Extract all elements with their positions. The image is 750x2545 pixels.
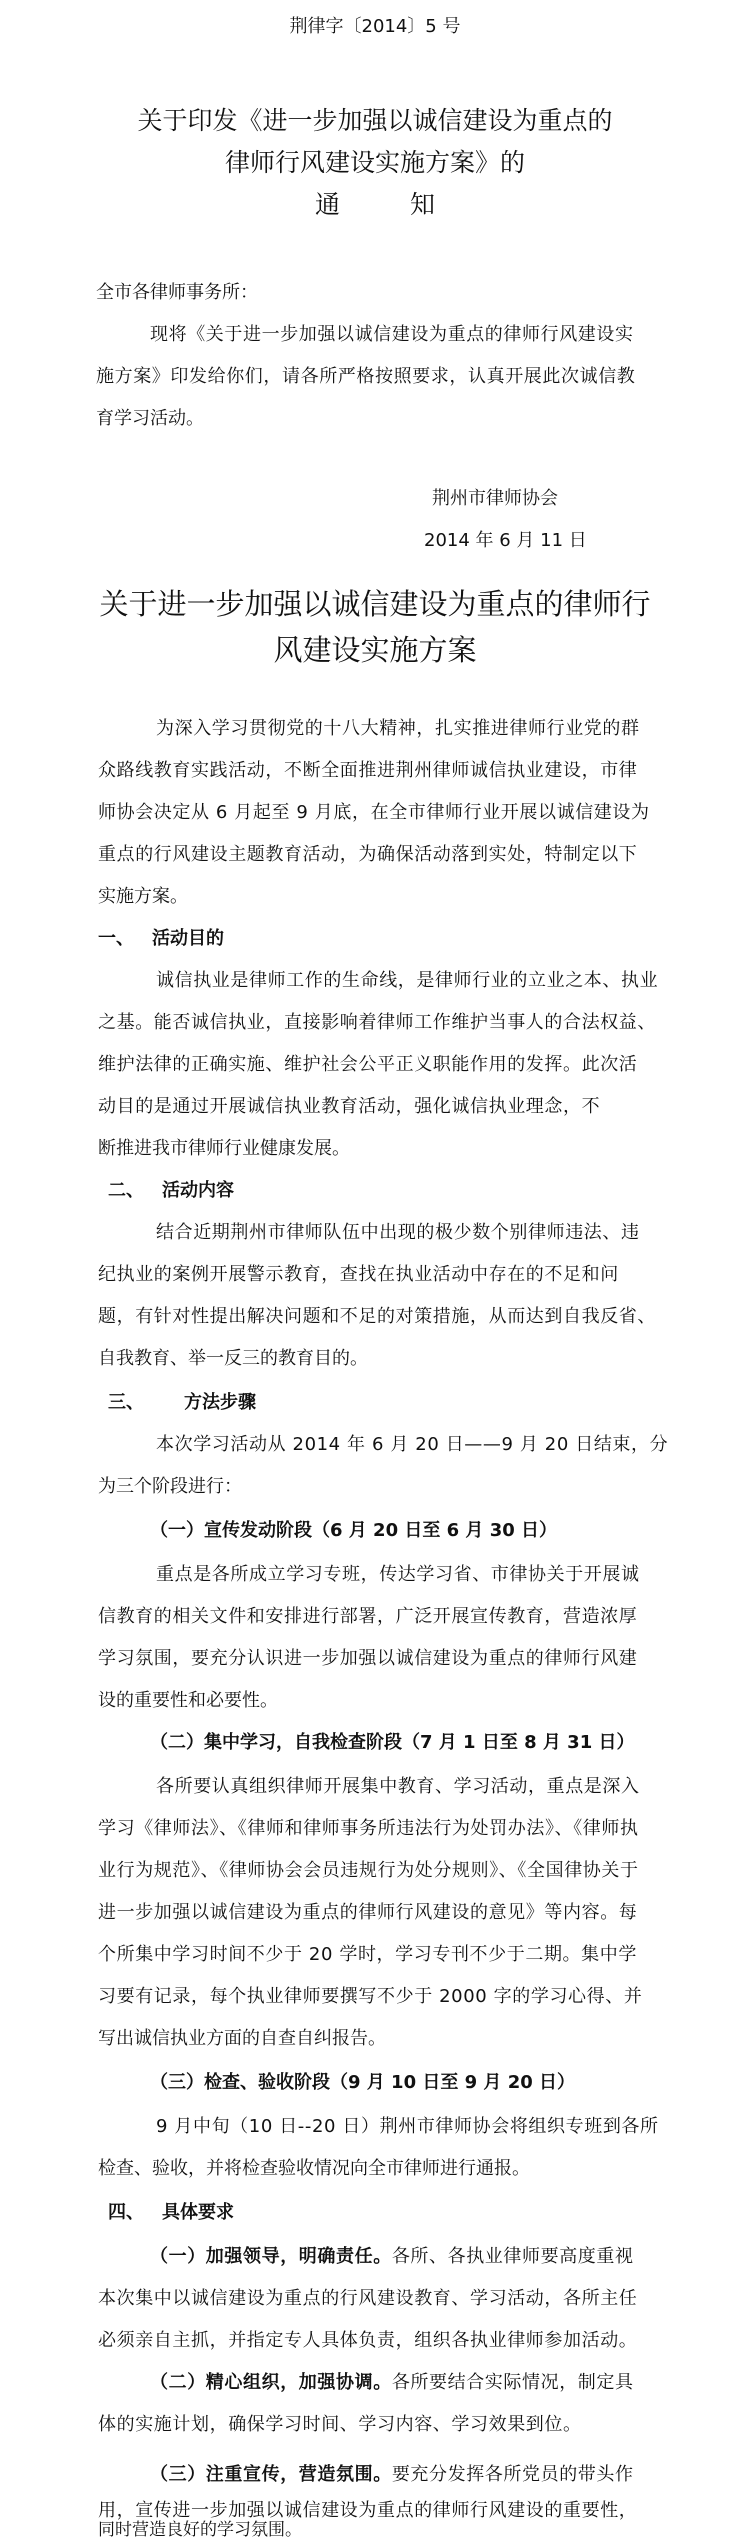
section-title: 活动目的	[152, 928, 224, 949]
requirement-1-line: 必须亲自主抓，并指定专人具体负责，组织各执业律师参加活动。	[98, 2330, 638, 2351]
notice-title-line-3	[0, 186, 750, 224]
requirement-1-heading: （一）加强领导，明确责任。	[150, 2246, 392, 2267]
notice-title-line-1: 关于印发《进一步加强以诚信建设为重点的	[137, 106, 613, 135]
phase-2-line: 写出诚信执业方面的自查自纠报告。	[98, 2028, 386, 2049]
phase-2-line: 习要有记录，每个执业律师要撰写不少于 2000 字的学习心得、并	[98, 1986, 643, 2007]
notice-issuer: 荆州市律师协会	[432, 488, 558, 509]
phase-2-title: （二）集中学习，自我检查阶段（7 月 1 日至 8 月 31 日）	[150, 1732, 635, 1753]
phase-1-line: 重点是各所成立学习专班，传达学习省、市律协关于开展诚	[156, 1564, 640, 1585]
section-2-line: 自我教育、举一反三的教育目的。	[98, 1348, 368, 1369]
plan-intro-line: 实施方案。	[98, 886, 188, 907]
plan-intro-line: 众路线教育实践活动，不断全面推进荆州律师诚信执业建设，市律	[98, 760, 638, 781]
section-title: 具体要求	[162, 2202, 234, 2223]
plan-intro-line: 为深入学习贯彻党的十八大精神，扎实推进律师行业党的群	[156, 718, 640, 739]
phase-2-line: 业行为规范》、《律师协会会员违规行为处分规则》、《全国律协关于	[98, 1860, 639, 1881]
requirement-1-first-line	[150, 2244, 634, 2270]
requirement-3-line: 同时营造良好的学习氛围。	[98, 2520, 302, 2540]
section-1-line: 之基。能否诚信执业，直接影响着律师工作维护当事人的合法权益、	[98, 1012, 656, 1033]
section-3-heading	[108, 1390, 256, 1416]
phase-1-line: 学习氛围，要充分认识进一步加强以诚信建设为重点的律师行风建	[98, 1648, 638, 1669]
section-2-heading	[108, 1178, 234, 1204]
section-number: 四、	[108, 2202, 144, 2223]
phase-3-line: 检查、验收，并将检查验收情况向全市律师进行通报。	[98, 2158, 530, 2179]
section-number: 一、	[98, 928, 134, 949]
requirement-3-heading: （三）注重宣传，营造氛围。	[150, 2464, 392, 2485]
notice-title-char-b: 知	[410, 190, 436, 219]
section-1-heading	[98, 926, 224, 952]
requirement-2-first-line	[150, 2370, 634, 2396]
plan-title-line-1: 关于进一步加强以诚信建设为重点的律师行	[99, 587, 651, 621]
phase-3-line: 9 月中旬（10 日--20 日）荆州市律师协会将组织专班到各所	[156, 2116, 659, 2137]
section-2-line: 题，有针对性提出解决问题和不足的对策措施，从而达到自我反省、	[98, 1306, 656, 1327]
phase-1-line: 信教育的相关文件和安排进行部署，广泛开展宣传教育，营造浓厚	[98, 1606, 638, 1627]
section-title: 活动内容	[162, 1180, 234, 1201]
plan-title-line-2: 风建设实施方案	[273, 633, 477, 667]
requirement-3-text: 要充分发挥各所党员的带头作	[391, 2464, 634, 2485]
phase-2-line: 个所集中学习时间不少于 20 学时，学习专刊不少于二期。集中学	[98, 1944, 637, 1965]
plan-intro-line: 师协会决定从 6 月起至 9 月底，在全市律师行业开展以诚信建设为	[98, 802, 650, 823]
plan-intro-line: 重点的行风建设主题教育活动，为确保活动落到实处，特制定以下	[98, 844, 638, 865]
section-number: 二、	[108, 1180, 144, 1201]
notice-date: 2014 年 6 月 11 日	[424, 530, 587, 551]
section-1-line: 动目的是通过开展诚信执业教育活动，强化诚信执业理念，不	[98, 1096, 601, 1117]
section-4-heading	[108, 2200, 234, 2226]
section-1-line: 维护法律的正确实施、维护社会公平正义职能作用的发挥。此次活	[98, 1054, 638, 1075]
requirement-3-line: 用，宣传进一步加强以诚信建设为重点的律师行风建设的重要性，	[98, 2500, 638, 2521]
requirement-3-first-line	[150, 2462, 634, 2488]
phase-3-title: （三）检查、验收阶段（9 月 10 日至 9 月 20 日）	[150, 2072, 576, 2093]
notice-body-line: 现将《关于进一步加强以诚信建设为重点的律师行风建设实	[150, 324, 634, 345]
document-number: 荆律字〔2014〕5 号	[289, 16, 461, 37]
phase-2-line: 各所要认真组织律师开展集中教育、学习活动，重点是深入	[156, 1776, 640, 1797]
requirement-1-line: 本次集中以诚信建设为重点的行风建设教育、学习活动，各所主任	[98, 2288, 638, 2309]
phase-1-line: 设的重要性和必要性。	[98, 1690, 278, 1711]
requirement-2-text: 各所要结合实际情况，制定具	[391, 2372, 634, 2393]
requirement-2-line: 体的实施计划，确保学习时间、学习内容、学习效果到位。	[98, 2414, 582, 2435]
requirement-2-heading: （二）精心组织，加强协调。	[150, 2372, 392, 2393]
section-1-line: 断推进我市律师行业健康发展。	[98, 1138, 350, 1159]
section-title: 方法步骤	[184, 1392, 256, 1413]
notice-title-line-2: 律师行风建设实施方案》的	[224, 148, 525, 177]
notice-recipient: 全市各律师事务所：	[96, 282, 258, 303]
phase-1-title: （一）宣传发动阶段（6 月 20 日至 6 月 30 日）	[150, 1520, 558, 1541]
section-3-line: 为三个阶段进行：	[98, 1476, 242, 1497]
phase-2-line: 学习《律师法》、《律师和律师事务所违法行为处罚办法》、《律师执	[98, 1818, 639, 1839]
section-number: 三、	[108, 1392, 144, 1413]
notice-body-line: 施方案》印发给你们，请各所严格按照要求，认真开展此次诚信教	[96, 366, 636, 387]
phase-2-line: 进一步加强以诚信建设为重点的律师行风建设的意见》等内容。每	[98, 1902, 638, 1923]
notice-title-char-a: 通	[314, 190, 340, 219]
section-2-line: 结合近期荆州市律师队伍中出现的极少数个别律师违法、违	[156, 1222, 640, 1243]
section-1-line: 诚信执业是律师工作的生命线，是律师行业的立业之本、执业	[156, 970, 659, 991]
section-3-line: 本次学习活动从 2014 年 6 月 20 日——9 月 20 日结束，分	[156, 1434, 669, 1455]
requirement-1-text: 各所、各执业律师要高度重视	[391, 2246, 634, 2267]
notice-body-line: 育学习活动。	[96, 408, 204, 429]
section-2-line: 纪执业的案例开展警示教育，查找在执业活动中存在的不足和问	[98, 1264, 619, 1285]
